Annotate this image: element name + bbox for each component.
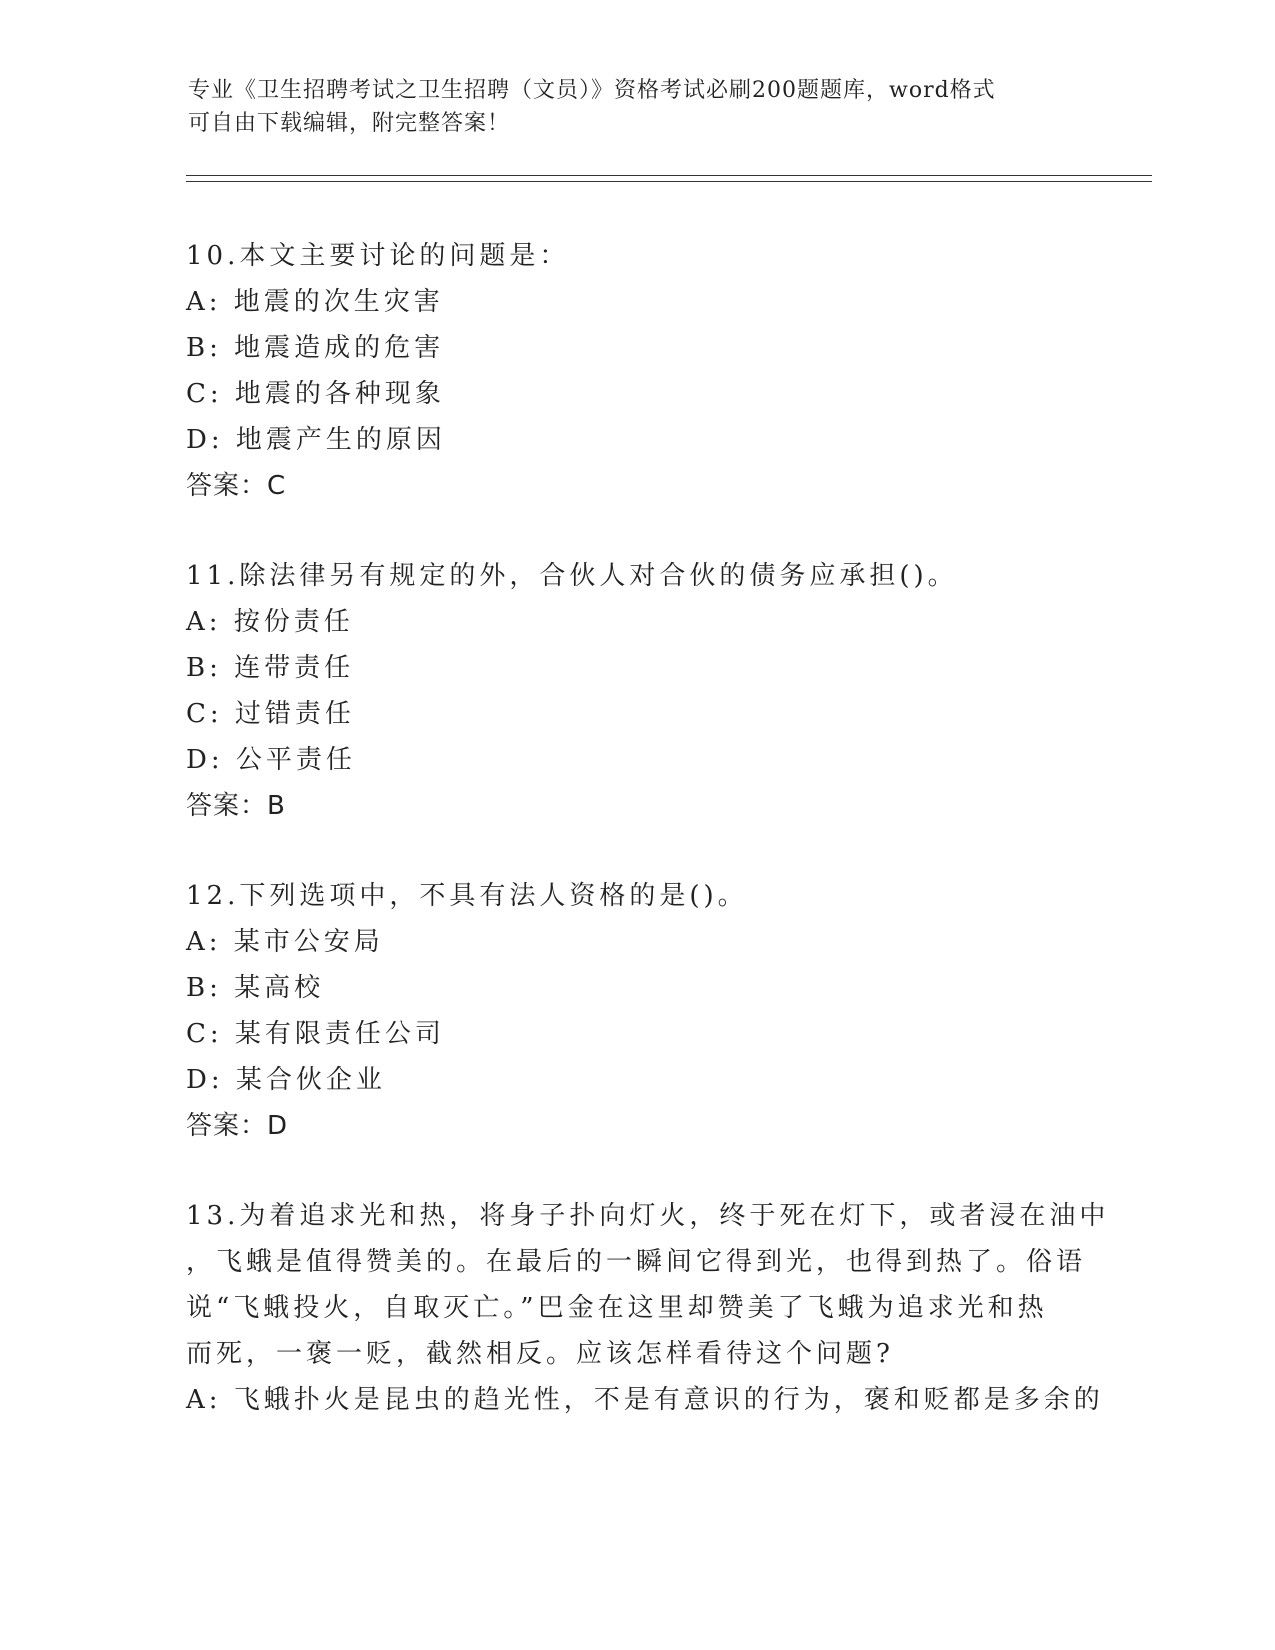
- question-12: [186, 873, 1126, 1149]
- question-stem-line-3: 说“飞蛾投火，自取灭亡。”巴金在这里却赞美了飞蛾为追求光和热: [186, 1293, 1048, 1323]
- option-b: B: 地震造成的危害: [186, 333, 445, 363]
- option-a: A: 某市公安局: [186, 927, 384, 957]
- question-stem-line-2: ，飞蛾是值得赞美的。在最后的一瞬间它得到光，也得到热了。俗语: [186, 1247, 1087, 1277]
- option-d: D: 地震产生的原因: [186, 425, 446, 455]
- question-stem-line-1: 13.为着追求光和热，将身子扑向灯火，终于死在灯下，或者浸在油中: [186, 1201, 1110, 1231]
- answer-line: 答案：D: [186, 1111, 289, 1141]
- header-divider-bottom: [186, 181, 1152, 182]
- document-header: [188, 74, 1088, 140]
- question-13: [186, 1193, 1126, 1423]
- header-line-1: 专业《卫生招聘考试之卫生招聘（文员）》资格考试必刷200题题库，word格式: [188, 78, 996, 103]
- option-b: B: 连带责任: [186, 653, 355, 683]
- option-d: D: 公平责任: [186, 745, 356, 775]
- option-c: C: 某有限责任公司: [186, 1019, 445, 1049]
- option-c: C: 地震的各种现象: [186, 379, 445, 409]
- question-10: [186, 233, 1126, 509]
- header-divider-top: [186, 175, 1152, 176]
- question-stem: 12.下列选项中，不具有法人资格的是()。: [186, 881, 748, 911]
- header-line-2: 可自由下载编辑，附完整答案！: [188, 111, 511, 136]
- question-11: [186, 553, 1126, 829]
- option-d: D: 某合伙企业: [186, 1065, 386, 1095]
- answer-line: 答案：B: [186, 791, 286, 821]
- answer-line: 答案：C: [186, 471, 287, 501]
- question-stem: 10.本文主要讨论的问题是：: [186, 241, 570, 271]
- option-a: A: 飞蛾扑火是昆虫的趋光性，不是有意识的行为，褒和贬都是多余的: [186, 1385, 1104, 1415]
- option-a: A: 地震的次生灾害: [186, 287, 444, 317]
- question-stem-line-4: 而死，一褒一贬，截然相反。应该怎样看待这个问题?: [186, 1339, 894, 1369]
- option-a: A: 按份责任: [186, 607, 354, 637]
- option-c: C: 过错责任: [186, 699, 355, 729]
- option-b: B: 某高校: [186, 973, 325, 1003]
- question-stem: 11.除法律另有规定的外，合伙人对合伙的债务应承担()。: [186, 561, 958, 591]
